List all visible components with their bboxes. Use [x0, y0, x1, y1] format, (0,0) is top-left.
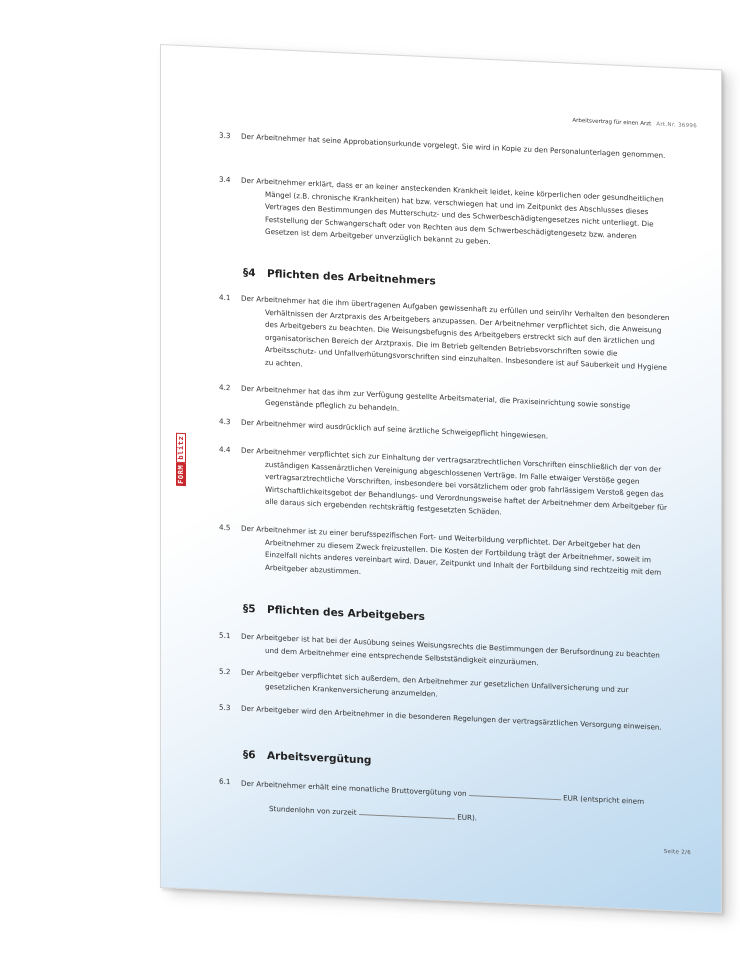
clause-6-1: [219, 776, 671, 834]
clause-number: 4.5: [219, 522, 231, 533]
document-page: [160, 44, 722, 914]
section-6-heading: §6 Arbeitsvergütung: [243, 748, 372, 767]
section-5-heading: §5 Pflichten des Arbeitgebers: [243, 602, 425, 624]
clause-text: Der Arbeitnehmer hat die ihm übertragenen Aufgaben gewissenhaft zu erfüllen und sein/ihr Verhalten den besonderen Verhältnissen der Arztpraxis des Arbeitgebers anzupassen. Der Arbeitnehmer verpflichtet sich, die Anweisung des Arbeitgebers zu beachten. Die Weisungsbefugnis des Arbeitgebers erstreckt sich auf den ärztlichen und organisatorischen Bereich der Arztpraxis. Die im Betrieb geltenden Betriebsvorschriften sowie die Arbeitsschutz- und Unfallverhütungsvorschriften sind einzuhalten. Insbesondere ist auf Sauberkeit und Hygiene zu achten.: [241, 293, 670, 373]
page-header: [572, 118, 697, 130]
section-4-heading: §4 Pflichten des Arbeitnehmers: [243, 266, 436, 288]
clause-text: Der Arbeitgeber wird den Arbeitnehmer in die besonderen Regelungen der vertragsärztlichen Versorgung einweisen.: [241, 703, 662, 732]
clause-number: 4.2: [219, 382, 231, 393]
clause-number: 4.1: [219, 292, 231, 303]
clause-number: 3.3: [219, 130, 231, 141]
clause-number: 5.1: [219, 630, 231, 641]
hourly-wage-field[interactable]: [359, 806, 455, 819]
document-title: Arbeitsvertrag für einen Arzt: [572, 117, 652, 128]
clause-number: 4.4: [219, 444, 231, 455]
clause-number: 6.1: [219, 776, 231, 787]
clause-number: 4.3: [219, 416, 231, 427]
clause-text: Der Arbeitgeber verpflichtet sich außerdem, den Arbeitnehmer zur gesetzlichen Unfallversicherung und zur gesetzlichen Krankenversicherung anzumelden.: [241, 667, 629, 699]
clause-text: Stundenlohn von zurzeit: [269, 803, 357, 817]
clause-text: Der Arbeitnehmer ist zu einer berufsspezifischen Fort- und Weiterbildung verpflichtet. Der Arbeitgeber hat den Arbeitnehmer zu diesem Zweck freizustellen. Die Kosten der Fortbildung trägt der Arbeitnehmer, soweit im Einzelfall nichts anderes vereinbart wird. Dauer, Zeitpunkt und Inhalt der Fortbildung sind rechtzeitig mit dem Arbeitgeber abzustimmen.: [241, 523, 662, 577]
clause-text: Der Arbeitnehmer hat seine Approbationsurkunde vorgelegt. Sie wird in Kopie zu den Personalunterlagen genommen.: [241, 131, 666, 160]
clause-number: 3.4: [219, 174, 231, 185]
clause-4-5: [219, 522, 671, 593]
formblitz-logo-icon: FORMblitz: [177, 432, 185, 486]
clause-text: Der Arbeitnehmer wird ausdrücklich auf seine ärztliche Schweigepflicht hingewiesen.: [241, 417, 549, 441]
clause-3-4: [219, 174, 671, 257]
clause-text: Der Arbeitnehmer erklärt, dass er an keiner ansteckenden Krankheit leidet, keine körperlichen oder gesundheitlichen Mängel (z.B. chronische Krankheiten) hat bzw. verschwiegen hat und im Zeitpunkt des Abschlusses dieses Vertrages den Bestimmungen des Mutterschutz- und des Schwerbeschädigtengesetzes nicht unterliegt. Die Feststellung der Schwangerschaft oder von Rechten aus dem Schwerbeschädigtengesetz bzw. anderen Gesetzen ist dem Arbeitgeber unverzüglich bekannt zu geben.: [241, 175, 664, 247]
clause-text: Der Arbeitnehmer verpflichtet sich zur Einhaltung der vertragsarztrechtlichen Vorschriften einschließlich der von der zuständigen Kassenärztlichen Vereinigung abgeschlossenen Verträge. Im Falle etwaiger Verstöße gegen vertragsarztrechtliche Vorschriften, insbesondere bei vorsätzlichem oder grob fahrlässigem Verstoß gegen das Wirtschaftlichkeitsgebot der Behandlungs- und Verordnungsweise haftet der Arbeitnehmer dem Arbeitgeber für alle daraus sich ergebenden rechtskräftig festgesetzten Schäden.: [241, 445, 668, 517]
clause-3-3: [219, 130, 671, 163]
clause-text: EUR (entspricht einem: [563, 793, 645, 806]
salary-amount-field[interactable]: [469, 787, 561, 800]
clause-4-4: [219, 444, 671, 527]
clause-number: 5.2: [219, 666, 231, 677]
clause-text: Der Arbeitnehmer erhält eine monatliche Bruttovergütung von: [241, 778, 467, 798]
clause-text: EUR).: [457, 811, 478, 822]
clause-text: Der Arbeitnehmer hat das ihm zur Verfügung gestellte Arbeitsmaterial, die Praxiseinrichtung sowie sonstige Gegenstände pfleglich zu behandeln.: [241, 383, 631, 413]
clause-text: Der Arbeitgeber ist hat bei der Ausübung seines Weisungsrechts die Bestimmungen der Berufsordnung zu beachten und dem Arbeitnehmer eine entsprechende Selbstständigkeit einzuräumen.: [241, 631, 660, 667]
page-number: Seite 2/6: [663, 848, 691, 857]
clause-number: 5.3: [219, 702, 231, 713]
article-number: Art.Nr. 36996: [656, 121, 697, 130]
